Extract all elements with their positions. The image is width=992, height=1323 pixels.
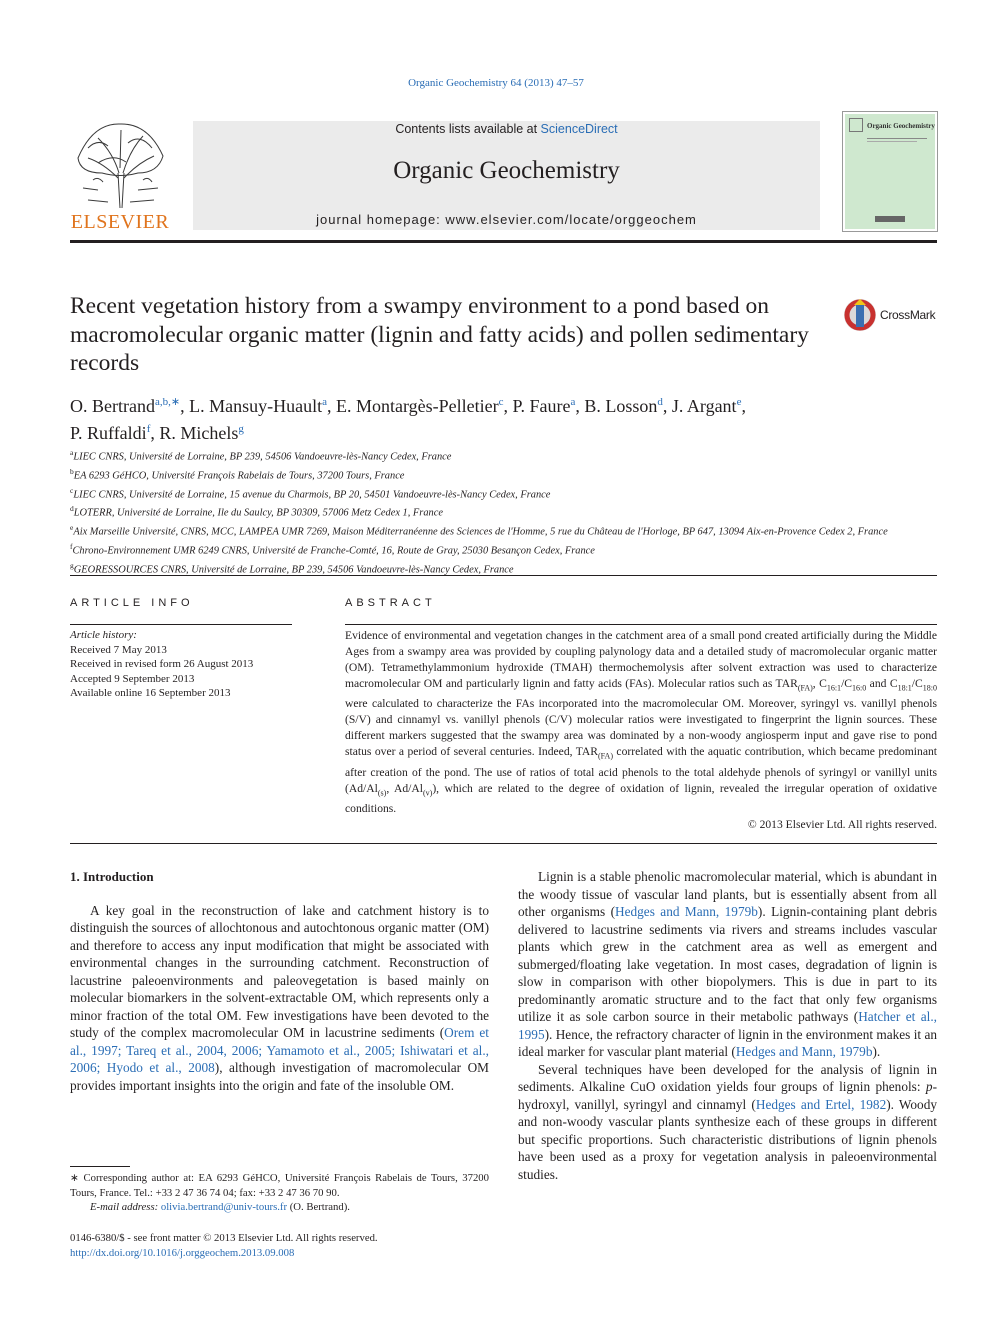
sciencedirect-link[interactable]: ScienceDirect bbox=[540, 122, 618, 136]
history-item: Received 7 May 2013 bbox=[70, 643, 167, 656]
abstract-bottom-rule bbox=[70, 843, 937, 844]
cover-logo-icon bbox=[849, 118, 863, 132]
author[interactable]: R. Michels bbox=[159, 423, 239, 443]
journal-title: Organic Geochemistry bbox=[393, 157, 620, 184]
journal-cover-thumbnail[interactable] bbox=[842, 111, 938, 232]
author-affiliation-mark[interactable]: f bbox=[146, 423, 151, 435]
body-left-column bbox=[70, 868, 489, 1094]
footnote-rule bbox=[70, 1166, 130, 1167]
issn-line: 0146-6380/$ - see front matter © 2013 Elsevier Ltd. All rights reserved. bbox=[70, 1232, 378, 1244]
affiliation: $^g$GEORESSOURCES CNRS, Université de Lorraine, BP 239, 54506 Vandoeuvre-lès-Nancy Cedex, France bbox=[70, 560, 514, 576]
author[interactable]: J. Argant bbox=[671, 396, 737, 416]
author-affiliation-mark[interactable]: a bbox=[570, 396, 576, 408]
corresponding-author-footnote: ∗ Corresponding author at: EA 6293 GéHCO, Université François Rabelais de Tours, 37200 Tours, France. Tel.: +33 2 47 36 74 04; fax: +33 2 47 36 70 90. E-mail address: olivia.bertrand@univ-tours.fr (O. Bertrand). bbox=[70, 1172, 489, 1213]
elsevier-wordmark: ELSEVIER bbox=[70, 211, 170, 233]
citation-link[interactable]: Hatcher et al., 1995 bbox=[518, 1009, 937, 1042]
tree-logo-icon bbox=[68, 118, 172, 210]
affiliation: $^f$Chrono-Environnement UMR 6249 CNRS, Université de Franche-Comté, 16, Route de Gray, 25030 Besançon Cedex, France bbox=[70, 541, 595, 557]
author-affiliation-mark[interactable]: a bbox=[322, 396, 327, 408]
contents-line bbox=[193, 122, 820, 136]
author-affiliation-mark[interactable]: c bbox=[498, 396, 504, 408]
affiliation: $^b$EA 6293 GéHCO, Université François Rabelais de Tours, 37200 Tours, France bbox=[70, 466, 405, 482]
author-affiliation-mark[interactable]: d bbox=[657, 396, 663, 408]
author-affiliation-mark[interactable]: e bbox=[736, 396, 742, 408]
author[interactable]: L. Mansuy-Huault bbox=[189, 396, 323, 416]
section-heading-introduction: 1. Introduction bbox=[70, 869, 154, 884]
paragraph: A key goal in the reconstruction of lake and catchment history is to distinguish the sources of allochtonous and autochtonous organic matter (OM) and therefore to access any input modification that might be associated with environmental changes in the surrounding catchment. Reconstruction of lacustrine paleoenvironments and paleovegetation is based mainly on molecular biomarkers in the solvent-extractable OM, which represents only a minor fraction of the total OM. Few investigations have been devoted to the study of the complex macromolecular OM in lacustrine sediments (Orem et al., 1997; Tareq et al., 2004, 2006; Yamamoto et al., 2005; Ishiwatari et al., 2006; Hyodo et al., 2008), although investigation of macromolecular OM provides important insights into the origin and fate of the insoluble OM. bbox=[70, 902, 490, 1093]
author-list: O. Bertrand$^{a,b,∗}$, L. Mansuy-Huault$^a$, E. Montargès-Pelletier$^c$, P. Faure$^a$, B. Losson$^d$, J. Argant$^e$, P. Ruffaldi$^f$, R. Michels$^g$ bbox=[70, 396, 746, 443]
body-right-column bbox=[518, 868, 937, 1183]
author[interactable]: P. Ruffaldi bbox=[70, 423, 147, 443]
author[interactable]: P. Faure bbox=[512, 396, 571, 416]
author-affiliation-mark[interactable]: a,b,∗ bbox=[154, 396, 181, 408]
contents-prefix: Contents lists available at bbox=[395, 122, 541, 136]
author[interactable]: O. Bertrand bbox=[70, 396, 155, 416]
article-history-label: Article history: bbox=[70, 629, 137, 641]
paragraph: Several techniques have been developed for the analysis of lignin in sediments. Alkaline CuO oxidation yields four groups of lignin phenols: p-hydroxyl, vanillyl, syringyl and cinnamyl (Hedges and Ertel, 1982). Woody and non-woody vascular plants synthesize each of these groups in different but specific proportions. Such characteristic distributions of lignin phenols have been used as a proxy for vegetation analysis in paleoenvironmental studies. bbox=[518, 1061, 938, 1182]
copyright-line: © 2013 Elsevier Ltd. All rights reserved. bbox=[747, 817, 937, 831]
article-info-heading: ARTICLE INFO bbox=[70, 597, 194, 609]
author-affiliation-mark[interactable]: g bbox=[238, 423, 244, 435]
article-title: Recent vegetation history from a swampy environment to a pond based on macromolecular organic matter (lignin and fatty acids) and pollen sedimentary records bbox=[70, 293, 809, 376]
history-item: Available online 16 September 2013 bbox=[70, 687, 231, 699]
abstract-rule bbox=[345, 624, 937, 625]
cover-publisher-icon bbox=[875, 216, 905, 222]
author[interactable]: E. Montargès-Pelletier bbox=[335, 396, 499, 416]
journal-reference[interactable]: Organic Geochemistry 64 (2013) 47–57 bbox=[408, 77, 584, 89]
affiliation: $^c$LIEC CNRS, Université de Lorraine, 15 avenue du Charmois, BP 20, 54501 Vandoeuvre-lès-Nancy Cedex, France bbox=[70, 485, 551, 500]
history-item: Received in revised form 26 August 2013 bbox=[70, 658, 254, 670]
doi-link[interactable]: http://dx.doi.org/10.1016/j.orggeochem.2013.09.008 bbox=[70, 1246, 295, 1259]
page-footer bbox=[70, 1231, 570, 1260]
cover-title: Organic Geochemistry bbox=[867, 122, 935, 130]
email-link[interactable]: olivia.bertrand@univ-tours.fr bbox=[160, 1201, 288, 1213]
journal-homepage[interactable]: journal homepage: www.elsevier.com/locate/orggeochem bbox=[316, 212, 697, 227]
affiliation: $^a$LIEC CNRS, Université de Lorraine, BP 239, 54506 Vandoeuvre-lès-Nancy Cedex, France bbox=[70, 448, 452, 463]
abstract-text: Evidence of environmental and vegetation changes in the catchment area of a small pond created artificially during the Middle Ages from a swampy area was provided by coupling palynology data and a detailed study of macromolecular organic matter (OM). Tetramethylammonium hydroxide (TMAH) thermochemolysis after solvent extraction was used to characterize macromolecular OM and particularly lignin and fatty acids (FAs). Molecular ratios such as $TAR_{(FA)}$, $C_{16:1}/C_{16:0}$ and $C_{18:1}/C_{18:0}$ were calculated to characterize the FAs incorporated into the macromolecular OM. Moreover, syringyl vs. vanillyl phenols (S/V) and cinnamyl vs. vanillyl phenols (C/V) molecular ratios were investigated to fingerprint the lignin sources. These different markers suggested that the swampy area was dominated by a non-woody angiosperm input and gave rise to pond status over a period of several centuries. Indeed, $TAR_{(FA)}$ correlated with the aquatic contribution, which became predominant after creation of the pond. The use of ratios of total acid phenols to the total aldehyde phenols of syringyl or vanillyl units ($Ad/Al_{(s)}$, $Ad/Al_{(v)}$), which are related to the degree of oxidation of lignin, revealed the irregular operation of oxidative conditions. © 2013 Elsevier Ltd. All rights reserved. bbox=[345, 629, 937, 831]
cover-image bbox=[845, 114, 935, 229]
affiliation: $^e$Aix Marseille Université, CNRS, MCC, LAMPEA UMR 7269, Maison Méditerranéenne des Sciences de l'Homme, 5 rue du Château de l'Horloge, BP 647, 13094 Aix-en-Provence Cedex 2, France bbox=[70, 523, 888, 538]
affiliation-list bbox=[70, 446, 930, 577]
citation-link[interactable]: Orem et al., 1997; Tareq et al., 2004, 2006; Yamamoto et al., 2005; Ishiwatari et al., 2006; Hyodo et al., 2008 bbox=[70, 1025, 489, 1075]
citation-link[interactable]: Hedges and Ertel, 1982 bbox=[755, 1096, 887, 1112]
elsevier-logo[interactable] bbox=[68, 118, 172, 234]
citation-link[interactable]: Hedges and Mann, 1979b bbox=[735, 1044, 873, 1059]
citation-link[interactable]: Hedges and Mann, 1979b bbox=[615, 904, 758, 919]
author[interactable]: B. Losson bbox=[584, 396, 658, 416]
crossmark-badge[interactable] bbox=[843, 297, 943, 333]
journal-banner bbox=[193, 121, 820, 230]
affiliation: $^d$LOTERR, Université de Lorraine, Ile du Saulcy, BP 30309, 57006 Metz Cedex 1, France bbox=[70, 504, 443, 519]
header-rule bbox=[70, 240, 937, 243]
crossmark-label: CrossMark bbox=[880, 308, 936, 322]
history-item: Accepted 9 September 2013 bbox=[70, 672, 195, 685]
affiliations-rule bbox=[70, 575, 937, 576]
crossmark-icon bbox=[843, 297, 877, 333]
abstract-heading: ABSTRACT bbox=[345, 597, 436, 609]
paragraph: Lignin is a stable phenolic macromolecular material, which is abundant in the woody tissue of vascular land plants, but is essentially absent from all other organisms (Hedges and Mann, 1979b). Lignin-containing plant debris delivered to lacustrine sediments via rivers and streams includes vascular plants which grew in the catchment area as well as emergent and submerged/floating lake vegetation. In most cases, degradation of lignin is slow in comparison with other biopolymers. This is due in part to its predominantly aromatic structure and to the fact that only few organisms utilize it as sole carbon source in their metabolic pathways (Hatcher et al., 1995). Hence, the refractory character of lignin in the environment makes it an ideal marker for vascular plant material (Hedges and Mann, 1979b). bbox=[518, 869, 937, 1059]
article-history bbox=[70, 628, 300, 701]
article-info-rule bbox=[70, 624, 292, 625]
